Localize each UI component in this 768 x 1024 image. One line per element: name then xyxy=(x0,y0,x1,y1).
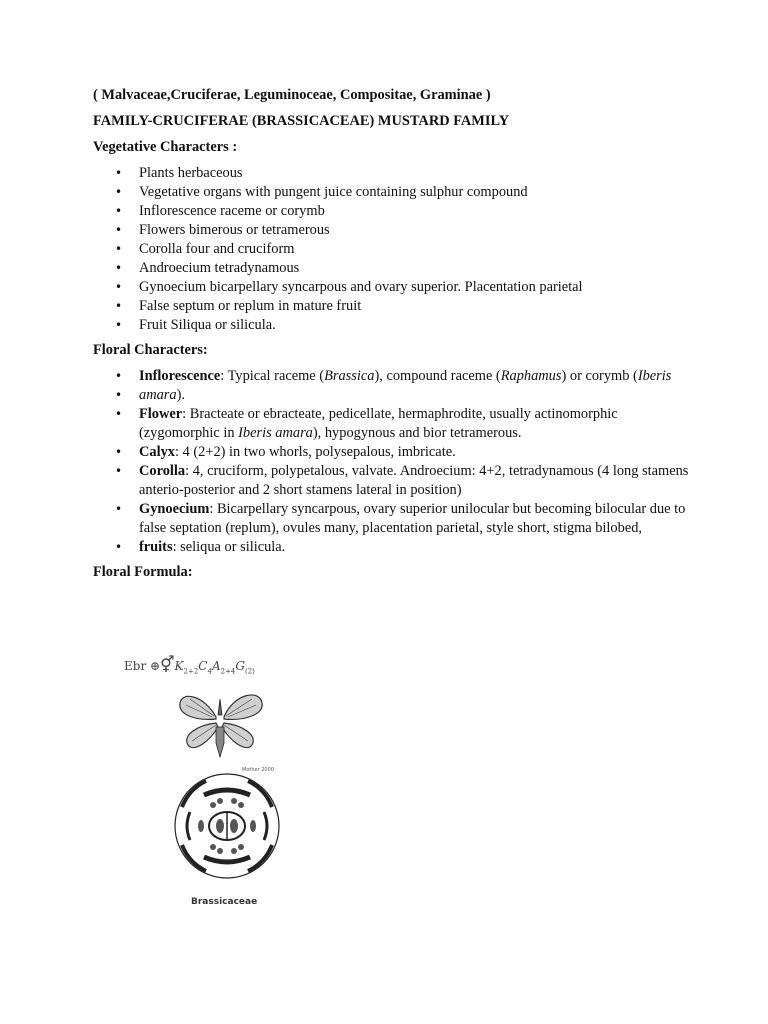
list-item: • Androecium tetradynamous xyxy=(93,259,693,278)
list-item: • Gynoecium bicarpellary syncarpous and ovary superior. Placentation parietal xyxy=(93,278,693,297)
list-item: • Corolla four and cruciform xyxy=(93,240,693,259)
vegetative-heading: Vegetative Characters : xyxy=(93,139,238,155)
families-intro-line: ( Malvaceae,Cruciferae, Leguminoceae, Compositae, Graminae ) xyxy=(93,87,491,103)
floral-heading: Floral Characters: xyxy=(93,342,208,358)
list-item: • Fruit Siliqua or silicula. xyxy=(93,316,693,335)
inflorescence-label: Inflorescence xyxy=(139,368,221,384)
list-item: • Flowers bimerous or tetramerous xyxy=(93,221,693,240)
vegetative-list xyxy=(93,164,693,335)
list-item: • Inflorescence raceme or corymb xyxy=(93,202,693,221)
calyx-label: Calyx xyxy=(139,444,175,460)
list-item-calyx: • Calyx: 4 (2+2) in two whorls, polysepalous, imbricate. xyxy=(93,443,693,462)
corolla-label: Corolla xyxy=(139,463,186,479)
figure-credit: Mother 2000 xyxy=(242,767,274,773)
list-item-corolla: • Corolla: 4, cruciform, polypetalous, valvate. Androecium: 4+2, tetradynamous (4 long stamens anterio-posterior and 2 short stamens lateral in position) xyxy=(93,462,693,500)
floral-list xyxy=(93,367,693,557)
floral-formula: Ebr $\oplus⚥K_{2+2}C_4A_{2+4}G_{(2)}$ xyxy=(124,655,255,676)
floral-figure xyxy=(124,655,294,910)
actinomorphic-icon: ⊕ xyxy=(150,659,161,673)
document-page xyxy=(93,86,693,582)
list-item-flower: • Flower: Bracteate or ebracteate, pedicellate, hermaphrodite, usually actinomorphic (zygomorphic in Iberis amara), hypogynous and bior tetramerous. xyxy=(93,405,693,443)
floral-formula-heading: Floral Formula: xyxy=(93,564,193,580)
cruciform-flower-icon xyxy=(176,685,266,759)
fruits-label: fruits xyxy=(139,539,173,555)
floral-diagram-icon xyxy=(168,767,286,885)
flower-label: Flower xyxy=(139,406,183,422)
list-item-inflorescence: • Inflorescence: Typical raceme (Brassica), compound raceme (Raphamus) or corymb (Iberis xyxy=(93,367,693,386)
list-item-fruits: • fruits: seliqua or silicula. xyxy=(93,538,693,557)
gynoecium-label: Gynoecium xyxy=(139,501,210,517)
family-title: FAMILY-CRUCIFERAE (BRASSICACEAE) MUSTARD FAMILY xyxy=(93,113,510,129)
list-item: • False septum or replum in mature fruit xyxy=(93,297,693,316)
bisexual-icon: ⚥ xyxy=(160,655,175,674)
figure-caption: Brassicaceae xyxy=(191,897,258,907)
list-item-amara: • amara). xyxy=(93,386,693,405)
list-item: • Plants herbaceous xyxy=(93,164,693,183)
list-item: • Vegetative organs with pungent juice containing sulphur compound xyxy=(93,183,693,202)
list-item-gynoecium: • Gynoecium: Bicarpellary syncarpous, ovary superior unilocular but becoming bilocular due to false septation (replum), ovules many, placentation parietal, style short, stigma bilobed, xyxy=(93,500,693,538)
